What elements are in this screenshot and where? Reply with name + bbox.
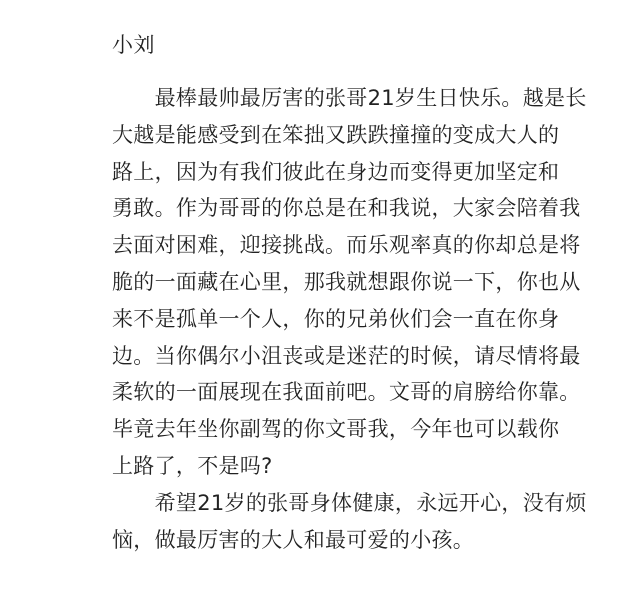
text-line: 柔软的一面展现在我面前吧。文哥的肩膀给你靠。 — [112, 380, 581, 405]
author-name: 小刘 — [112, 33, 155, 57]
text-line: 大越是能感受到在笨拙又跌跌撞撞的变成大人的 — [112, 122, 560, 147]
text-line: 上路了，不是吗? — [112, 453, 273, 478]
text-line: 勇敢。作为哥哥的你总是在和我说，大家会陪着我 — [112, 196, 581, 221]
text-line: 去面对困难，迎接挑战。而乐观率真的你却总是将 — [112, 233, 581, 258]
text-line: 边。当你偶尔小沮丧或是迷茫的时候，请尽情将最 — [112, 343, 581, 368]
paragraph-closing-wishes — [112, 485, 587, 559]
text-line: 恼，做最厉害的大人和最可爱的小孩。 — [112, 527, 475, 552]
text-line: 脆的一面藏在心里，那我就想跟你说一下，你也从 — [112, 269, 581, 294]
paragraph-birthday-wishes — [112, 80, 587, 485]
text-line: 希望21岁的张哥身体健康，永远开心，没有烦 — [112, 491, 587, 515]
text-line: 路上，因为有我们彼此在身边而变得更加坚定和 — [112, 159, 560, 184]
text-line: 毕竟去年坐你副驾的你文哥我，今年也可以载你 — [112, 417, 560, 442]
text-line: 最棒最帅最厉害的张哥21岁生日快乐。越是长 — [112, 86, 587, 110]
text-line: 来不是孤单一个人，你的兄弟伙们会一直在你身 — [112, 306, 560, 331]
